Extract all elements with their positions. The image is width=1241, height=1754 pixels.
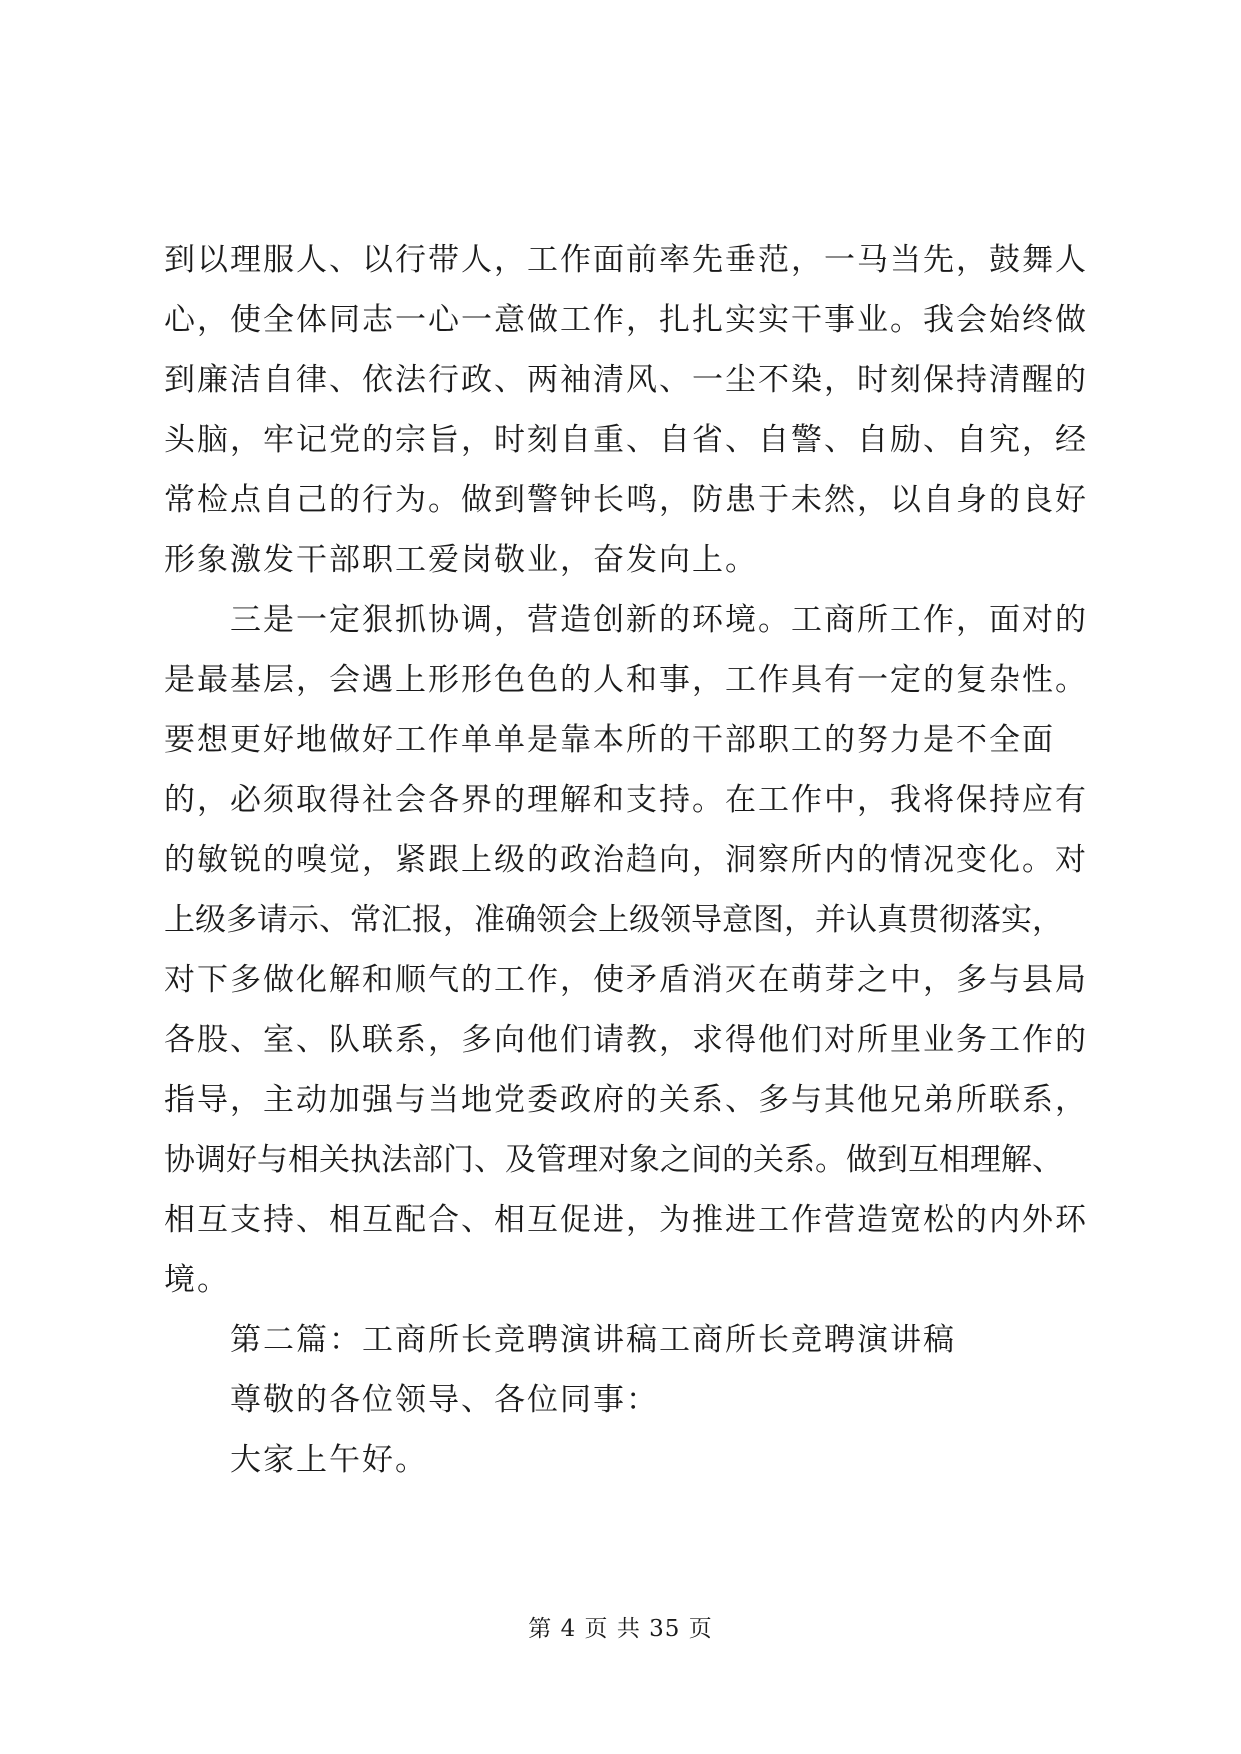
text-line: 到廉洁自律、依法行政、两袖清风、一尘不染，时刻保持清醒的	[164, 362, 1088, 398]
paragraph-start-line: 三是一定狠抓协调，营造创新的环境。工商所工作，面对的	[230, 602, 1088, 638]
section-heading: 第二篇：工商所长竞聘演讲稿工商所长竞聘演讲稿	[230, 1322, 956, 1358]
greeting-line: 大家上午好。	[230, 1442, 428, 1478]
text-line: 相互支持、相互配合、相互促进，为推进工作营造宽松的内外环	[164, 1202, 1088, 1238]
text-line: 各股、室、队联系，多向他们请教，求得他们对所里业务工作的	[164, 1022, 1088, 1058]
body-text	[164, 230, 1094, 1490]
text-line: 境。	[164, 1262, 230, 1298]
text-line: 协调好与相关执法部门、及管理对象之间的关系。做到互相理解、	[164, 1142, 1063, 1178]
text-line: 对下多做化解和顺气的工作，使矛盾消灭在萌芽之中，多与县局	[164, 962, 1088, 998]
text-line: 指导，主动加强与当地党委政府的关系、多与其他兄弟所联系，	[164, 1082, 1088, 1118]
page-footer	[0, 1610, 1241, 1643]
salutation-line: 尊敬的各位领导、各位同事：	[230, 1382, 659, 1418]
text-line: 的敏锐的嗅觉，紧跟上级的政治趋向，洞察所内的情况变化。对	[164, 842, 1088, 878]
text-line: 到以理服人、以行带人，工作面前率先垂范，一马当先，鼓舞人	[164, 242, 1088, 278]
text-line: 头脑，牢记党的宗旨，时刻自重、自省、自警、自励、自究，经	[164, 422, 1088, 458]
page-number-label: 第 4 页 共 35 页	[528, 1616, 713, 1642]
text-line: 上级多请示、常汇报，准确领会上级领导意图，并认真贯彻落实，	[164, 902, 1063, 938]
text-line: 常检点自己的行为。做到警钟长鸣，防患于未然，以自身的良好	[164, 482, 1088, 518]
text-line: 形象激发干部职工爱岗敬业，奋发向上。	[164, 542, 758, 578]
text-line: 要想更好地做好工作单单是靠本所的干部职工的努力是不全面	[164, 722, 1055, 758]
text-line: 心，使全体同志一心一意做工作，扎扎实实干事业。我会始终做	[164, 302, 1088, 338]
text-line: 的，必须取得社会各界的理解和支持。在工作中，我将保持应有	[164, 782, 1088, 818]
text-line: 是最基层，会遇上形形色色的人和事，工作具有一定的复杂性。	[164, 662, 1088, 698]
